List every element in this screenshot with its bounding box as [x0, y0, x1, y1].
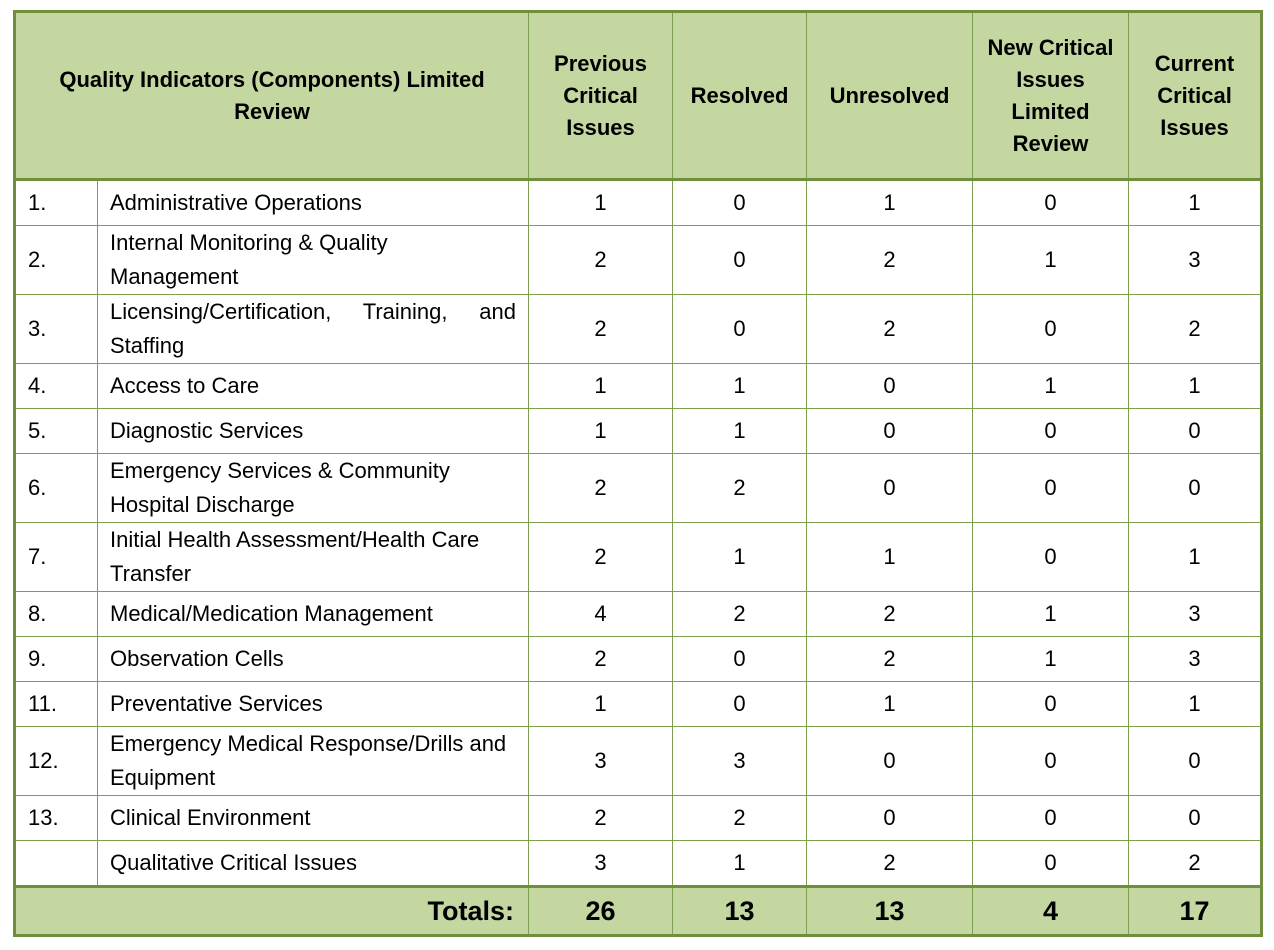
cell-current: 0	[1129, 796, 1262, 841]
row-number: 1.	[15, 180, 98, 226]
table-header-row	[15, 12, 1262, 180]
cell-new: 0	[973, 180, 1129, 226]
cell-current: 3	[1129, 226, 1262, 295]
total-current: 17	[1129, 887, 1262, 936]
header-unresolved: Unresolved	[807, 12, 973, 180]
cell-previous: 4	[529, 592, 673, 637]
totals-label: Totals:	[15, 887, 529, 936]
cell-new: 0	[973, 295, 1129, 364]
table-row	[15, 796, 1262, 841]
cell-new: 1	[973, 592, 1129, 637]
cell-resolved: 1	[673, 409, 807, 454]
cell-previous: 3	[529, 841, 673, 887]
cell-unresolved: 1	[807, 180, 973, 226]
cell-unresolved: 2	[807, 841, 973, 887]
cell-resolved: 0	[673, 682, 807, 727]
cell-resolved: 2	[673, 592, 807, 637]
cell-current: 0	[1129, 727, 1262, 796]
cell-resolved: 1	[673, 523, 807, 592]
row-name: Licensing/Certification, Training, and Staffing	[98, 295, 529, 364]
row-name: Observation Cells	[98, 637, 529, 682]
cell-resolved: 2	[673, 454, 807, 523]
header-previous-critical-issues: Previous Critical Issues	[529, 12, 673, 180]
row-number: 4.	[15, 364, 98, 409]
cell-previous: 1	[529, 682, 673, 727]
row-name: Emergency Medical Response/Drills and Equipment	[98, 727, 529, 796]
table-row	[15, 409, 1262, 454]
cell-previous: 2	[529, 637, 673, 682]
table-row	[15, 727, 1262, 796]
cell-current: 3	[1129, 592, 1262, 637]
row-number: 2.	[15, 226, 98, 295]
header-quality-indicators: Quality Indicators (Components) Limited Review	[15, 12, 529, 180]
cell-current: 1	[1129, 364, 1262, 409]
cell-previous: 1	[529, 180, 673, 226]
cell-new: 0	[973, 796, 1129, 841]
row-name: Preventative Services	[98, 682, 529, 727]
header-current-critical-issues: Current Critical Issues	[1129, 12, 1262, 180]
cell-resolved: 0	[673, 637, 807, 682]
row-number: 13.	[15, 796, 98, 841]
table-row	[15, 841, 1262, 887]
cell-current: 2	[1129, 295, 1262, 364]
cell-unresolved: 2	[807, 295, 973, 364]
cell-resolved: 1	[673, 841, 807, 887]
total-unresolved: 13	[807, 887, 973, 936]
total-previous: 26	[529, 887, 673, 936]
cell-current: 1	[1129, 682, 1262, 727]
cell-unresolved: 2	[807, 592, 973, 637]
header-resolved: Resolved	[673, 12, 807, 180]
cell-current: 1	[1129, 180, 1262, 226]
row-number: 8.	[15, 592, 98, 637]
cell-new: 0	[973, 682, 1129, 727]
cell-resolved: 0	[673, 180, 807, 226]
cell-new: 0	[973, 727, 1129, 796]
cell-previous: 2	[529, 523, 673, 592]
total-new: 4	[973, 887, 1129, 936]
cell-resolved: 2	[673, 796, 807, 841]
cell-unresolved: 0	[807, 409, 973, 454]
row-name: Clinical Environment	[98, 796, 529, 841]
critical-issues-table-wrapper	[13, 10, 1260, 937]
table-row	[15, 592, 1262, 637]
cell-resolved: 3	[673, 727, 807, 796]
table-row	[15, 682, 1262, 727]
header-new-critical-issues: New Critical Issues Limited Review	[973, 12, 1129, 180]
row-name: Access to Care	[98, 364, 529, 409]
cell-current: 0	[1129, 409, 1262, 454]
totals-row	[15, 887, 1262, 936]
cell-resolved: 0	[673, 295, 807, 364]
cell-previous: 1	[529, 364, 673, 409]
table-row	[15, 523, 1262, 592]
cell-unresolved: 0	[807, 727, 973, 796]
total-resolved: 13	[673, 887, 807, 936]
row-number: 12.	[15, 727, 98, 796]
row-number: 5.	[15, 409, 98, 454]
cell-current: 3	[1129, 637, 1262, 682]
row-name: Administrative Operations	[98, 180, 529, 226]
table-row	[15, 295, 1262, 364]
row-name: Qualitative Critical Issues	[98, 841, 529, 887]
cell-previous: 2	[529, 295, 673, 364]
cell-unresolved: 1	[807, 682, 973, 727]
row-number: 6.	[15, 454, 98, 523]
cell-new: 0	[973, 409, 1129, 454]
critical-issues-table	[13, 10, 1263, 937]
row-name: Medical/Medication Management	[98, 592, 529, 637]
table-row	[15, 454, 1262, 523]
row-name: Internal Monitoring & Quality Management	[98, 226, 529, 295]
row-name: Diagnostic Services	[98, 409, 529, 454]
cell-resolved: 1	[673, 364, 807, 409]
row-number: 7.	[15, 523, 98, 592]
cell-previous: 1	[529, 409, 673, 454]
cell-unresolved: 0	[807, 796, 973, 841]
cell-previous: 2	[529, 796, 673, 841]
table-row	[15, 180, 1262, 226]
cell-unresolved: 0	[807, 364, 973, 409]
row-name: Emergency Services & Community Hospital Discharge	[98, 454, 529, 523]
cell-unresolved: 2	[807, 637, 973, 682]
cell-current: 0	[1129, 454, 1262, 523]
table-row	[15, 226, 1262, 295]
cell-current: 1	[1129, 523, 1262, 592]
row-name: Initial Health Assessment/Health Care Transfer	[98, 523, 529, 592]
cell-new: 1	[973, 364, 1129, 409]
cell-previous: 3	[529, 727, 673, 796]
row-number: 11.	[15, 682, 98, 727]
cell-unresolved: 1	[807, 523, 973, 592]
cell-previous: 2	[529, 226, 673, 295]
cell-new: 0	[973, 841, 1129, 887]
cell-unresolved: 0	[807, 454, 973, 523]
cell-unresolved: 2	[807, 226, 973, 295]
row-number	[15, 841, 98, 887]
cell-resolved: 0	[673, 226, 807, 295]
table-row	[15, 637, 1262, 682]
cell-current: 2	[1129, 841, 1262, 887]
row-number: 3.	[15, 295, 98, 364]
cell-new: 1	[973, 226, 1129, 295]
cell-new: 0	[973, 523, 1129, 592]
cell-new: 0	[973, 454, 1129, 523]
cell-new: 1	[973, 637, 1129, 682]
cell-previous: 2	[529, 454, 673, 523]
table-row	[15, 364, 1262, 409]
row-number: 9.	[15, 637, 98, 682]
